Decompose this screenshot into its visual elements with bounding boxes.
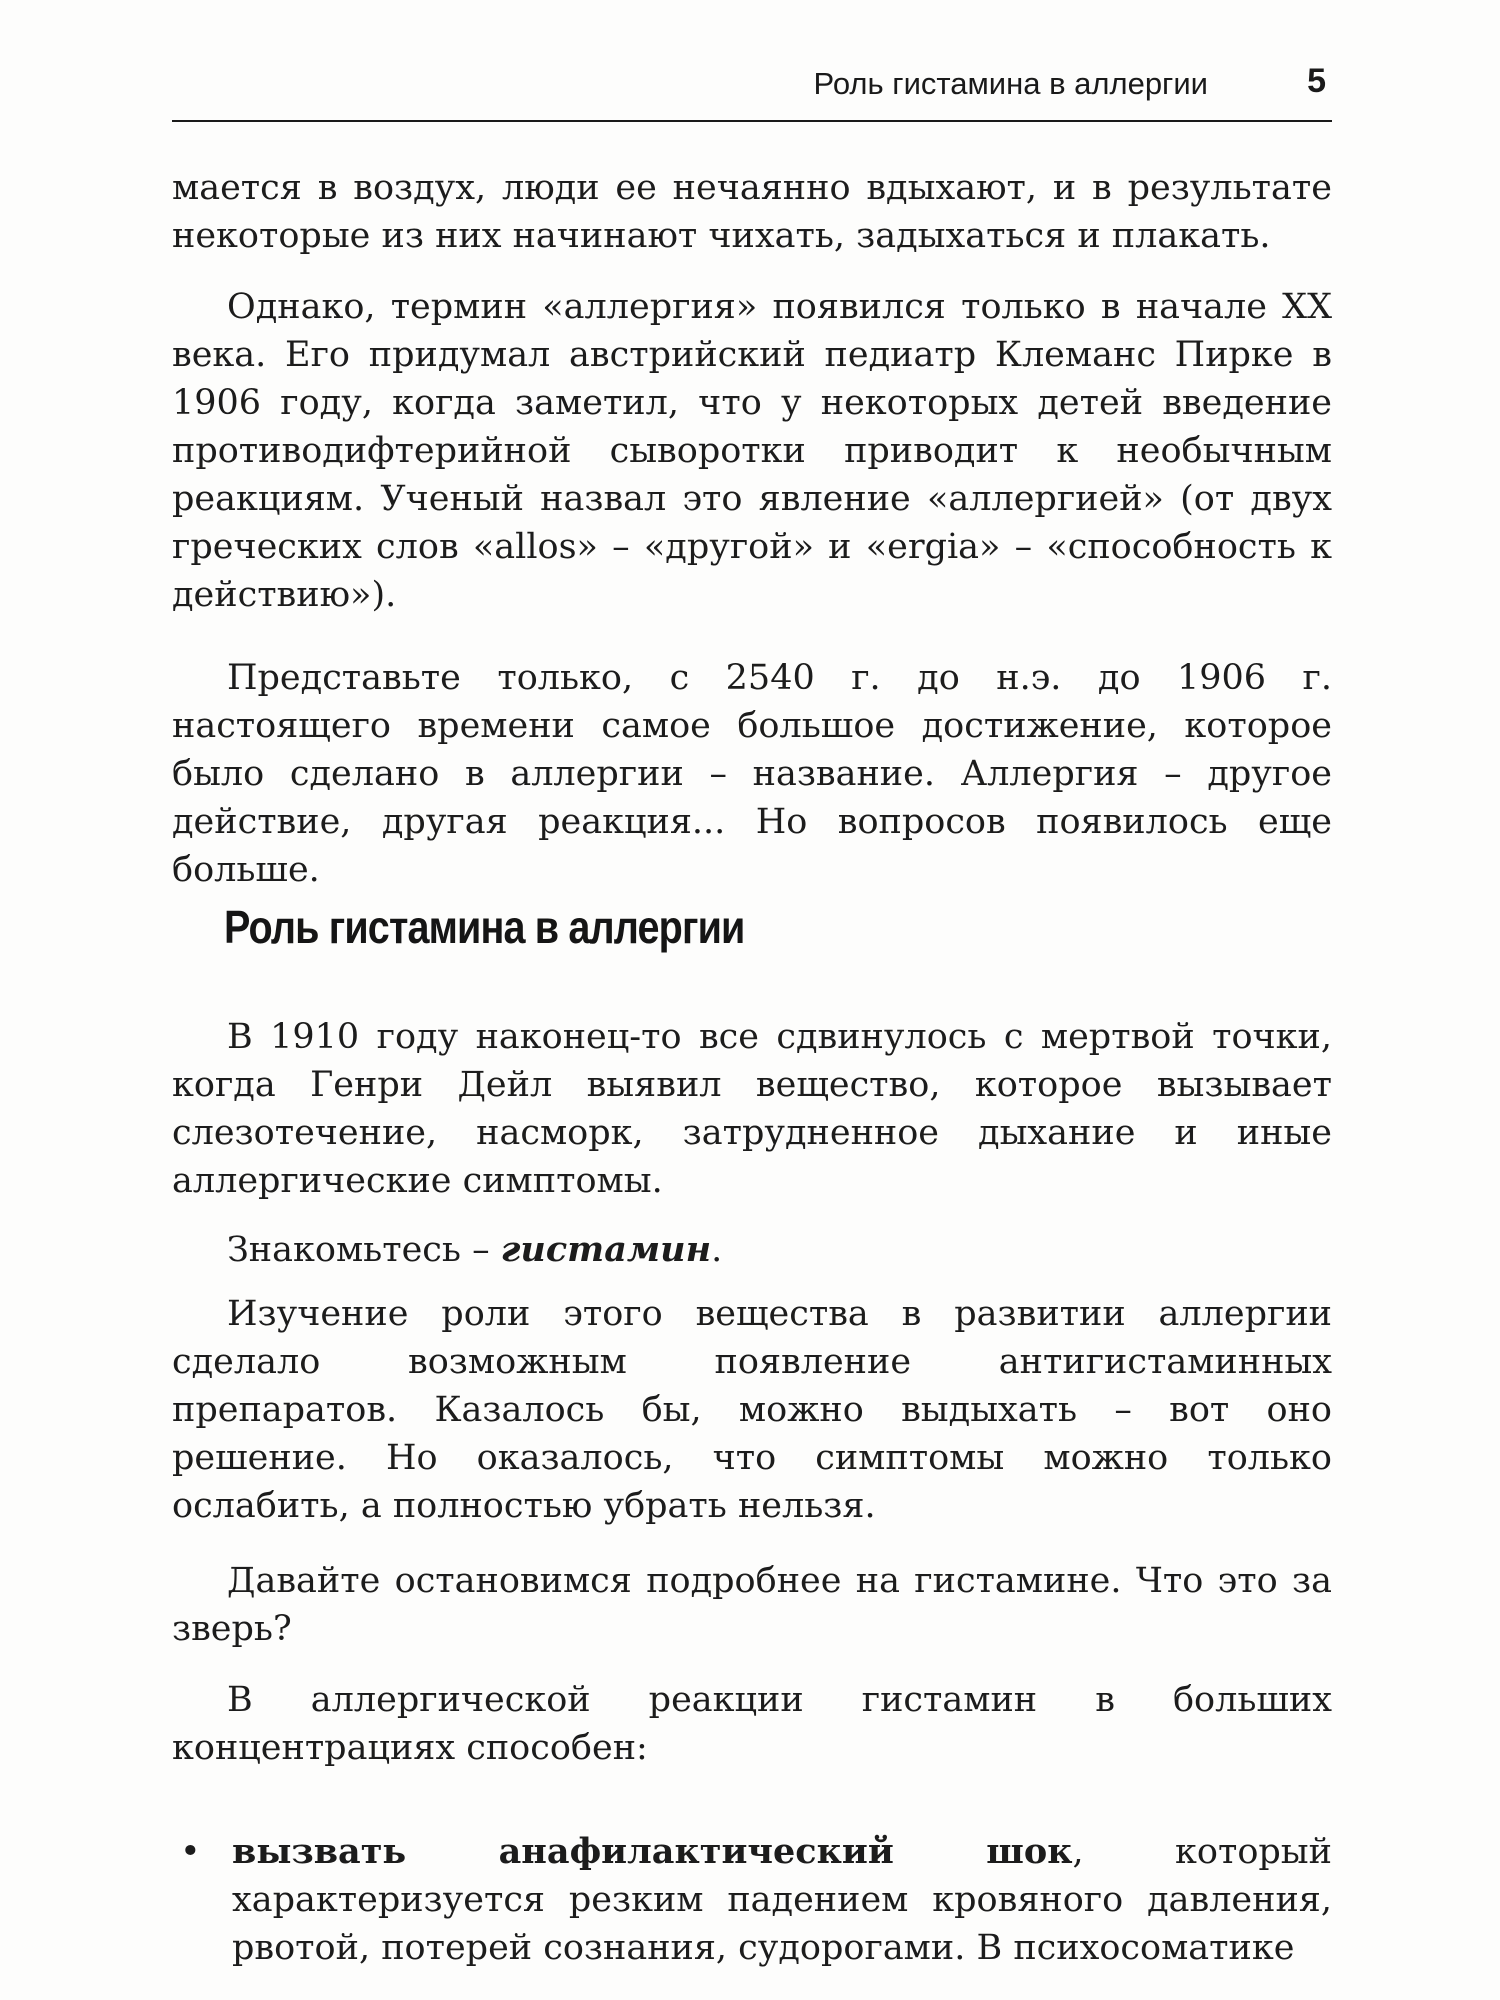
section-heading: Роль гистамина в аллергии	[224, 901, 745, 953]
list-item	[180, 1828, 1332, 1972]
meet-suffix: .	[711, 1230, 723, 1270]
running-title: Роль гистамина в аллергии	[813, 66, 1208, 101]
bullet-text: , который характеризуется резким падением кровяного давления, рвотой, потерей сознания, судорогами. В психосоматике	[232, 1832, 1332, 1968]
paragraph-antihistamines: Изучение роли этого вещества в развитии аллергии сделало возможным появление антигистаминных препаратов. Казалось бы, можно выдыхать – вот оно решение. Но оказалось, что симптомы можно только ослабить, а полностью убрать нельзя.	[172, 1294, 1332, 1526]
paragraph-dale-1910: В 1910 году наконец-то все сдвинулось с мертвой точки, когда Генри Дейл выявил вещество, которое вызывает слезотечение, насморк, затрудненное дыхание и иные аллергические симптомы.	[172, 1017, 1332, 1201]
paragraph-term-origin: Однако, термин «аллергия» появился только в начале XX века. Его придумал австрийский педиатр Клеманс Пирке в 1906 году, когда заметил, что у некоторых детей введение противодифтерийной сыворотки приводит к необычным реакциям. Ученый назвал это явление «аллергией» (от двух греческих слов «allos» – «другой» и «ergia» – «способность к действию»).	[172, 287, 1332, 615]
paragraph-continuation: мается в воздух, люди ее нечаянно вдыхают, и в результате некоторые из них начинают чихать, задыхаться и плакать.	[172, 168, 1332, 256]
paragraph-histamine-can: В аллергической реакции гистамин в больших концентрациях способен:	[172, 1680, 1332, 1768]
page-number: 5	[1307, 62, 1326, 100]
running-header	[172, 60, 1332, 122]
paragraph-imagine: Представьте только, с 2540 г. до н.э. до 1906 г. настоящего времени самое большое достижение, которое было сделано в аллергии – название. Аллергия – другое действие, другая реакция... Но вопросов появилось еще больше.	[172, 658, 1332, 890]
bullet-icon: •	[180, 1832, 201, 1872]
histamine-term: гистамин	[500, 1229, 712, 1270]
paragraph-what-is-it: Давайте остановимся подробнее на гистамине. Что это за зверь?	[172, 1561, 1332, 1649]
meet-prefix: Знакомьтесь –	[227, 1230, 501, 1270]
bullet-strong-text: вызвать анафилактический шок	[232, 1831, 1073, 1872]
paragraph-meet-histamine	[172, 1226, 1332, 1274]
